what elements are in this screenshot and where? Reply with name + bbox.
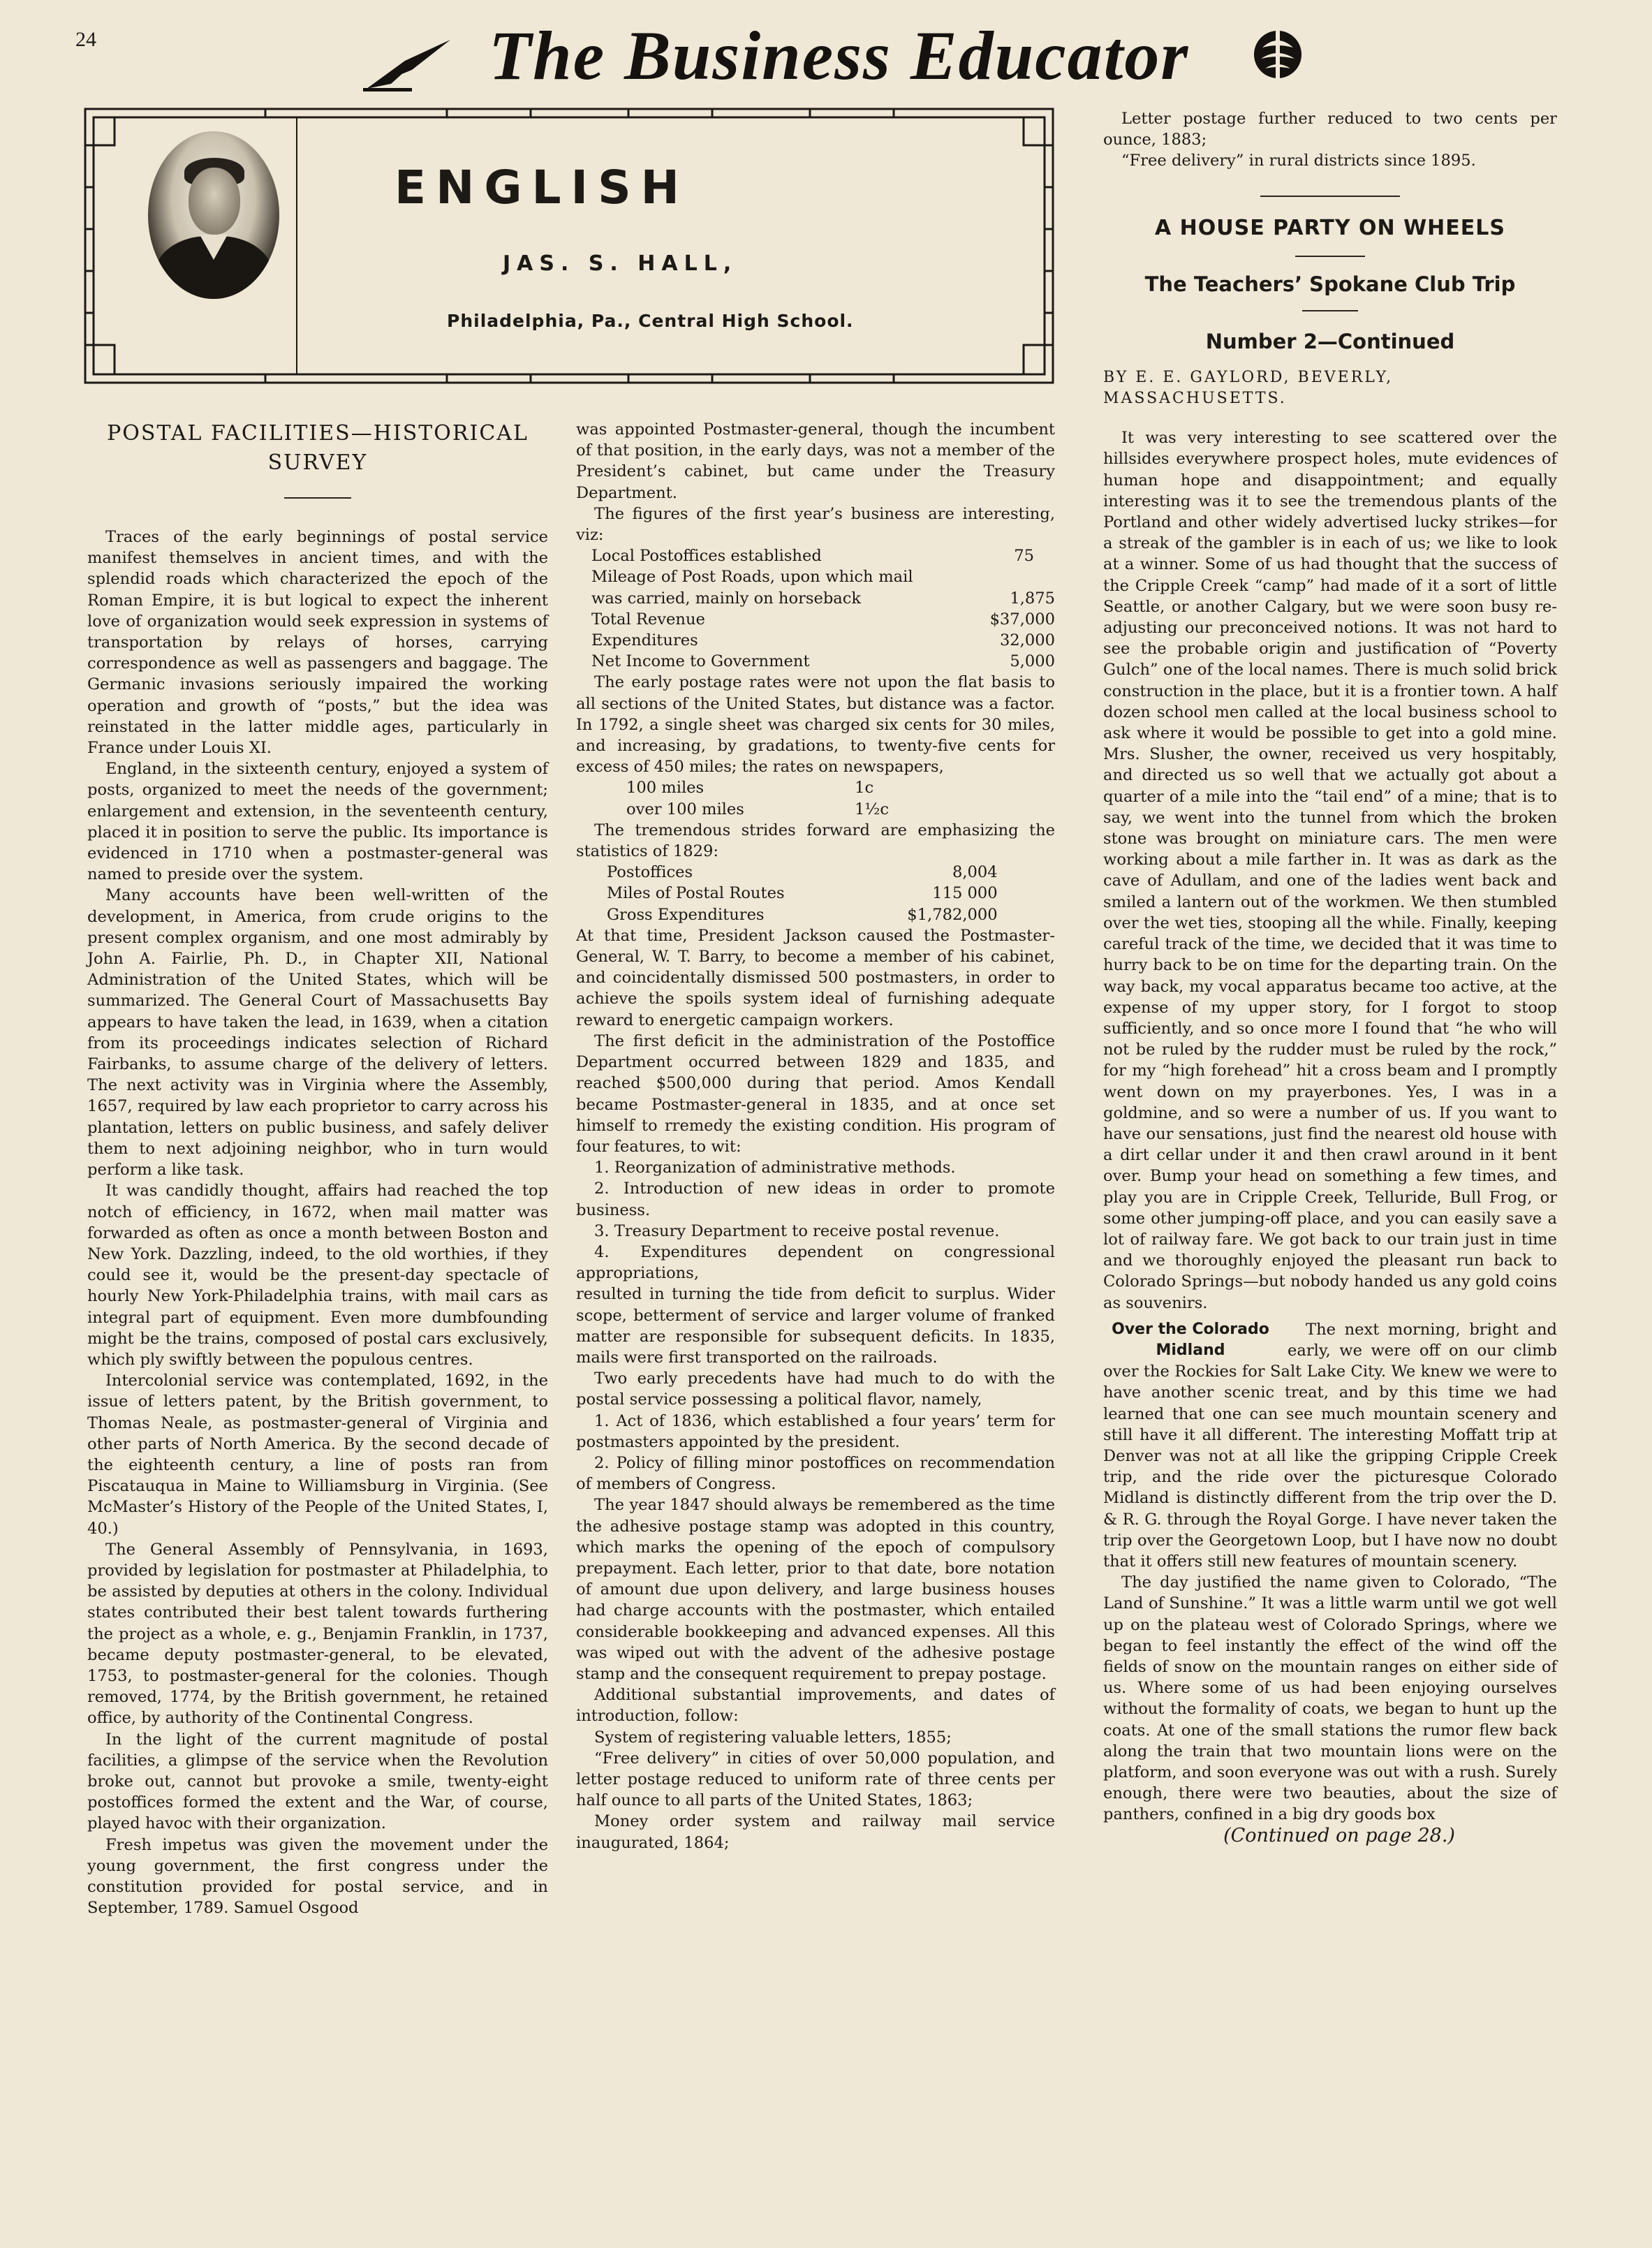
author-portrait — [148, 131, 279, 299]
byline: BY E. E. GAYLORD, BEVERLY, MASSACHUSETTS. — [1103, 369, 1394, 408]
column-3 — [1103, 108, 1557, 1846]
stat-label: Net Income to Government — [591, 652, 810, 671]
list-item: 2. Introduction of new ideas in order to promote business. — [576, 1180, 1055, 1219]
stat-value: 1,875 — [1010, 589, 1055, 608]
list-item: “Free delivery” in rural districts since 1895. — [1121, 152, 1476, 170]
stat-value: 115 000 — [932, 884, 998, 903]
stat-label: Postoffices — [607, 863, 693, 882]
paragraph: Traces of the early beginnings of postal service manifest themselves in ancient times, and with the splendid roads which characterized the epoch of the Roman Empire, it is but logical to expect the inherent love of organization would seek expression in systems of transportation by relays of horses, carrying correspondence as well as passengers and baggage. The Germanic invasions seriously impaired the working operation and growth of “posts,” but the idea was reinstated in the latter middle ages, particularly in France under Louis XI. — [87, 528, 548, 758]
emblem-icon — [1250, 27, 1306, 82]
author-name: JAS. S. HALL, — [503, 251, 738, 276]
rate-value: 1c — [855, 779, 874, 798]
list-item: 4. Expenditures dependent on congressional appropriations, — [576, 1242, 1055, 1283]
stat-value: 8,004 — [952, 863, 998, 882]
list-item: “Free delivery” in cities of over 50,000 population, and letter postage reduced to uniform rate of three cents per half ounce to all parts of the United States, 1863; — [576, 1749, 1055, 1810]
paragraph: Two early precedents have had much to do with the postal service possessing a political flavor, namely, — [576, 1369, 1055, 1409]
paragraph: Fresh impetus was given the movement under the young government, the first congress under the constitution provided for postal service, and in September, 1789. Samuel Osgood — [87, 1835, 548, 1918]
list-item: 2. Policy of filling minor postoffices on recommendation of members of Congress. — [576, 1453, 1055, 1494]
divider — [1295, 256, 1365, 257]
stat-label: Miles of Postal Routes — [607, 884, 785, 903]
paragraph: The tremendous strides forward are emphasizing the statistics of 1829: — [576, 821, 1055, 861]
paragraph: The General Assembly of Pennsylvania, in 1693, provided by legislation for postmaster at Philadelphia, to be assisted by deputies at others in the colony. Individual states contributed their best talent towards furthering the project as a whole, e. g., Benjamin Franklin, in 1737, became deputy postmaster-general, to be elevated, 1753, to postmaster-general for the colonies. Though removed, 1774, by the British government, he retained office, by authority of the Continental Congress. — [87, 1540, 548, 1728]
paragraph: The early postage rates were not upon the flat basis to all sections of the United States, but distance was a factor. In 1792, a single sheet was charged six cents for 30 miles, and increasing, by gradations, to twenty-five cents for excess of 450 miles; the rates on newspapers, — [576, 673, 1055, 777]
paragraph: Additional substantial improvements, and dates of introduction, follow: — [576, 1686, 1055, 1726]
rate-label: over 100 miles — [626, 800, 744, 818]
paragraph: The figures of the first year’s business are interesting, viz: — [576, 504, 1055, 545]
stat-label: Total Revenue — [591, 610, 705, 629]
stats-table-1789 — [576, 545, 1055, 672]
table-row — [576, 799, 911, 820]
paragraph: resulted in turning the tide from deficit to surplus. Wider scope, betterment of service and larger volume of franked matter are responsible for subsequent deficits. In 1835, mails were first transported on the railroads. — [576, 1285, 1055, 1367]
stat-value: $37,000 — [989, 610, 1055, 629]
rate-label: 100 miles — [626, 779, 705, 798]
author-school: Philadelphia, Pa., Central High School. — [447, 311, 854, 331]
masthead-title: The Business Educator — [489, 17, 1190, 94]
rate-value: 1½c — [855, 800, 890, 818]
divider — [1260, 196, 1400, 197]
section-title: ENGLISH — [394, 161, 689, 214]
stat-value: 5,000 — [1010, 652, 1055, 671]
article-title: POSTAL FACILITIES—HISTORICAL SURVEY — [107, 421, 529, 475]
list-item: 3. Treasury Department to receive postal revenue. — [594, 1221, 1000, 1240]
list-item: 1. Reorganization of administrative methods. — [594, 1159, 956, 1177]
paragraph: was appointed Postmaster-general, though the incumbent of that position, in the early days, was not a member of the President’s cabinet, but came under the Treasury Department. — [576, 420, 1055, 502]
list-item: System of registering valuable letters, 1855; — [594, 1728, 952, 1747]
divider — [284, 497, 351, 499]
table-row — [576, 609, 1055, 630]
article-title: A HOUSE PARTY ON WHEELS — [1155, 215, 1505, 240]
list-item: 1. Act of 1836, which established a four years’ term for postmasters appointed by the president. — [576, 1411, 1055, 1451]
stat-label: Gross Expenditures — [607, 905, 765, 924]
divider — [1302, 310, 1358, 311]
paragraph: At that time, President Jackson caused the Postmaster-General, W. T. Barry, to become a member of his cabinet, and coincidentally dismissed 500 postmasters, in order to achieve the spoils system ideal of furnishing adequate reward to energetic campaign workers. — [576, 926, 1055, 1029]
paragraph: Many accounts have been well-written of the development, in America, from crude origins to the present complex organism, and one most admirably by John A. Fairlie, Ph. D., in Chapter XII, National Administration of the United States, which will be summarized. The General Court of Massachusetts Bay appears to have taken the lead, in 1639, when a citation from its proceedings indicates selection of Richard Fairbanks, to assume charge of the delivery of letters. The next activity was in Virginia where the Assembly, 1657, required by law each proprietor to carry across his plantation, letters on public business, and safely deliver them to next adjoining neighbor, who in turn would perform a like task. — [87, 886, 548, 1180]
paragraph: The year 1847 should always be remembered as the time the adhesive postage stamp was adopted in this country, which marks the opening of the epoch of compulsory prepayment. Each letter, prior to that date, bore notation of amount due upon delivery, and large business houses had charge accounts with the postmaster, which entailed considerable bookkeeping and advanced expenses. All this was wiped out with the advent of the adhesive postage stamp and the consequent requirement to prepay postage. — [576, 1496, 1055, 1683]
stat-label: Expenditures — [591, 631, 698, 650]
table-row — [576, 883, 998, 904]
continued-note: (Continued on page 28.) — [1223, 1824, 1455, 1846]
paragraph: In the light of the current magnitude of postal facilities, a glimpse of the service when the Revolution broke out, cannot but provoke a smile, twenty-eight postoffices formed the extent and the War, of course, played havoc with their organization. — [87, 1730, 548, 1833]
table-row — [576, 651, 1055, 672]
stat-value: $1,782,000 — [907, 905, 998, 924]
paragraph: It was candidly thought, affairs had reached the top notch of efficiency, in 1672, when mail matter was forwarded as often as once a month between Boston and New York. Dazzling, indeed, to the old worthies, if they could see it, would be the present-day spectacle of hourly New York-Philadelphia trains, with mail cars as integral part of equipment. Even more dumbfounding might be the trains, composed of postal cars exclusively, which ply swiftly between the populous centres. — [87, 1182, 548, 1369]
paragraph: The day justified the name given to Colorado, “The Land of Sunshine.” It was a little warm until we got well up on the plateau west of Colorado Springs, where we began to feel instantly the effect of the wind off the fields of snow on the mountain ranges on either side of us. Where some of us had been enjoying ourselves without the formality of coats, we began to hunt up the coats. At one of the small stations the rumor flew back along the train that two mountain lions were on the platform, and soon everyone was out with a rush. Surely enough, there were two beauties, about the size of panthers, confined in a big dry goods box — [1103, 1573, 1557, 1824]
table-row — [576, 904, 998, 925]
stat-label: Mileage of Post Roads, upon which mail was carried, mainly on horseback — [591, 568, 913, 608]
column-1 — [87, 419, 548, 1918]
list-item: Money order system and railway mail service inaugurated, 1864; — [576, 1812, 1055, 1852]
article-subtitle: The Teachers’ Spokane Club Trip — [1144, 272, 1516, 296]
stats-table-1829 — [576, 862, 998, 925]
column-2 — [576, 419, 1055, 1853]
table-row — [576, 545, 1055, 566]
stat-value: 75 — [1014, 547, 1034, 566]
newspaper-rates-table — [576, 777, 911, 819]
stat-label: Local Postoffices established — [591, 547, 822, 566]
section-header-box — [84, 103, 1054, 387]
paragraph: The first deficit in the administration of the Postoffice Department occurred between 1829 and 1835, and reached $500,000 during that period. Amos Kendall became Postmaster-general in 1835, and at once set himself to rremedy the existing condition. His program of four features, to wit: — [576, 1031, 1055, 1156]
table-row — [576, 566, 1055, 608]
paragraph: The next morning, bright and early, we were off on our climb over the Rockies for Salt Lake City. We knew we were to have another scenic treat, and by this time we had learned that one can see much mountain scenery and still have it all different. The interesting Moffatt trip at Denver was not at all like the gripping Cripple Creek trip, and the ride over the picturesque Colorado Midland is distinctly different from the trip over the D. & R. G. through the Royal Gorge. I have never taken the trip over the Georgetown Loop, but I have now no doubt that it offers still new features of mountain scenery. — [1103, 1320, 1557, 1571]
paragraph: It was very interesting to see scattered over the hillsides everywhere prospect holes, mute evidences of human hope and disappointment; and equally interesting was it to see the tremendous plants of the Portland and other widely advertised lucky strikes—for a streak of the gambler is in each of us; we like to look at a winner. Some of us had thought that the success of the Cripple Creek “camp” had made of it a sort of little Seattle, or another Calgary, but we were soon busy re-adjusting our preconceived notions. It was not hard to see the probable origin and justification of “Poverty Gulch” one of the local names. There is much solid brick construction in the place, but it is a frontier town. A half dozen school men called at the local business school to ask where it would be possible to get into a gold mine. Mrs. Slusher, the owner, received us very hospitably, and directed us so well that we actually got about a quarter of a mile into the “tail end” of a mine; that is to say, we went into the tunnel from which the broken stone was brought on miniature cars. The men were working about a mile farther in. It was as dark as the cave of Adullam, and one of the ladies went back and smiled a lantern out of the workmen. We then stumbled over the wet ties, stooping all the while. Finally, keeping careful track of the time, we decided that it was time to hurry back to be on time for the departing train. On the way back, my vocal apparatus became too active, at the expense of my upper story, for I forgot to stoop sufficiently, and so once more I found that “he who will not be ruled by the rudder must be ruled by the rock,” for my “high forehead” hit a cross beam and I promptly went down on my prayerbones. Yes, I was in a goldmine, and so were a number of us. If you want to have our sensations, just find the nearest old house with a dirt cellar under it and then crawl around in it bent over. Bump your head on something a few times, and play you are in Cripple Creek, Telluride, Bull Frog, or some other jumping-off place, and you can easily save a lot of railway fare. We got back to our train just in time and we thoroughly enjoyed the pleasant run back to Colorado Springs—but nobody handed us any gold coins as souvenirs. — [1103, 429, 1557, 1312]
table-row — [576, 862, 998, 883]
side-heading: Over the Colorado Midland — [1112, 1320, 1269, 1359]
list-item: Letter postage further reduced to two cents per ounce, 1883; — [1103, 110, 1557, 149]
table-row — [576, 777, 911, 798]
table-row — [576, 630, 1055, 651]
article-number: Number 2—Continued — [1205, 330, 1455, 354]
stat-value: 32,000 — [999, 631, 1055, 650]
paragraph: Intercolonial service was contemplated, 1692, in the issue of letters patent, by the British government, to Thomas Neale, as postmaster-general of Virginia and other parts of North America. By the second decade of the eighteenth century, a line of posts ran from Piscatauqua in Maine to Williamsburg in Virginia. (See McMaster’s History of the People of the United States, I, 40.) — [87, 1372, 548, 1538]
quill-icon — [363, 36, 454, 92]
page-number: 24 — [75, 28, 96, 51]
paragraph: England, in the sixteenth century, enjoyed a system of posts, organized to meet the needs of the government; enlargement and extension, in the seventeenth century, placed it in position to serve the public. Its importance is evidenced in 1710 when a postmaster-general was named to preside over the system. — [87, 760, 548, 884]
